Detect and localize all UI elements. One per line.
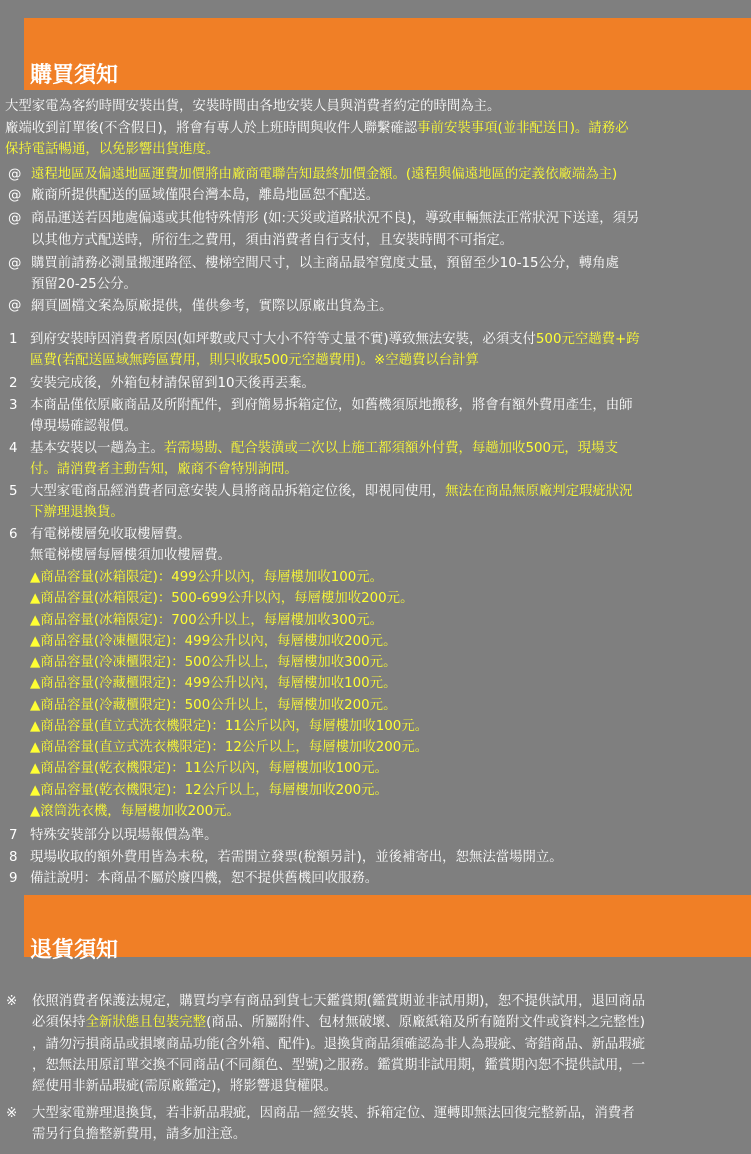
- at-bullet-4: @: [8, 256, 22, 271]
- at-item-3-line-1: 商品運送若因地處偏遠或其他特殊情形 (如:天災或道路狀況不良)，導致車輛無法正常狀況下送達，須另: [31, 211, 640, 226]
- floor-fee-item: ▲商品容量(冰箱限定)：500-699公升以內，每層樓加收200元。: [30, 591, 414, 607]
- intro-line-2-highlight: 事前安裝事項(並非配送日)。請務必: [417, 121, 629, 136]
- floor-fee-item: ▲商品容量(直立式洗衣機限定)：11公斤以內，每層樓加收100元。: [30, 718, 429, 734]
- intro-line-1: 大型家電為客約時間安裝出貨，安裝時間由各地安裝人員與消費者約定的時間為主。: [5, 99, 501, 114]
- return-2-line-2: 需另行負擔整新費用，請多加注意。: [32, 1127, 247, 1142]
- item-3-line-2: 傅現場確認報價。: [30, 419, 138, 434]
- intro-line-2: [5, 119, 628, 138]
- at-item-4-line-2: 預留20-25公分。: [31, 277, 137, 292]
- return-1-line-3: ，請勿污損商品或損壞商品功能(含外箱、配件)。退換貨商品須確認為非人為瑕疵、寄錯商品、新品瑕疵: [32, 1037, 646, 1052]
- num-6: 6: [9, 527, 18, 542]
- num-1: 1: [9, 332, 18, 347]
- floor-fee-item: ▲商品容量(冰箱限定)：700公升以上，每層樓加收300元。: [30, 612, 384, 628]
- item-6-line-2: 無電梯樓層每層樓須加收樓層費。: [30, 548, 231, 563]
- item-7: 特殊安裝部分以現場報價為準。: [30, 828, 218, 843]
- item-8: 現場收取的額外費用皆為未稅，若需開立發票(稅額另計)，並後補寄出，恕無法當場開立。: [30, 850, 563, 865]
- return-1-highlight: 全新狀態且包裝完整: [85, 1015, 207, 1030]
- floor-fee-item: ▲商品容量(乾衣機限定)：11公斤以內，每層樓加收100元。: [30, 761, 388, 777]
- at-item-2: 廠商所提供配送的區域僅限台灣本島，離島地區恕不配送。: [31, 188, 380, 203]
- item-9: 備註說明：本商品不屬於廢四機，恕不提供舊機回收服務。: [30, 871, 379, 886]
- item-2: 安裝完成後，外箱包材請保留到10天後再丟棄。: [30, 376, 315, 391]
- at-item-4-line-1: 購買前請務必測量搬運路徑、樓梯空間尺寸，以主商品最窄寬度丈量，預留至少10-15公分，轉角處: [31, 256, 619, 271]
- return-1-text-a: 必須保持: [32, 1015, 86, 1030]
- floor-fee-item: ▲商品容量(冷藏櫃限定)：500公升以上，每層樓加收200元。: [30, 697, 397, 713]
- return-notice-title: 退貨須知: [30, 938, 119, 963]
- purchase-notice-title: 購買須知: [30, 63, 119, 88]
- num-5: 5: [9, 484, 18, 499]
- at-item-5: 網頁圖檔文案為原廠提供，僅供參考，實際以原廠出貨為主。: [31, 299, 393, 314]
- floor-fee-item: ▲滾筒洗衣機，每層樓加收200元。: [30, 803, 240, 819]
- floor-fee-item: ▲商品容量(冷凍櫃限定)：499公升以內，每層樓加收200元。: [30, 633, 397, 649]
- item-4-text: 基本安裝以一趟為主。: [30, 441, 164, 456]
- return-bullet-1: ※: [6, 994, 18, 1009]
- item-5-line-2: 下辦理退換貨。: [30, 505, 124, 520]
- num-3: 3: [9, 398, 18, 413]
- floor-fee-item: ▲商品容量(冷凍櫃限定)：500公升以上，每層樓加收300元。: [30, 655, 397, 670]
- return-1-line-1: 依照消費者保護法規定，購買均享有商品到貨七天鑑賞期(鑑賞期並非試用期)，恕不提供試用，退回商品: [32, 994, 646, 1009]
- at-item-1: 遠程地區及偏遠地區運費加價將由廠商電聯告知最終加價金額。(遠程與偏遠地區的定義依廠端為主): [31, 167, 618, 182]
- item-5-highlight: 無法在商品無原廠判定瑕疵狀況: [445, 484, 633, 499]
- item-4-line-2: 付。請消費者主動告知，廠商不會特別詢問。: [30, 462, 298, 477]
- return-1-text-c: (商品、所屬附件、包材無破壞、原廠紙箱及所有隨附文件或資料之完整性): [206, 1015, 646, 1030]
- item-1-highlight: 500元空趟費+跨: [535, 332, 640, 347]
- intro-line-2-text: 廠端收到訂單後(不含假日)，將會有專人於上班時間與收件人聯繫確認: [5, 121, 418, 136]
- floor-fee-item: ▲商品容量(乾衣機限定)：12公斤以上，每層樓加收200元。: [30, 782, 388, 798]
- at-item-3-line-2: 以其他方式配送時，所衍生之費用，須由消費者自行支付，且安裝時間不可指定。: [31, 233, 514, 248]
- floor-fee-item: ▲商品容量(冷藏櫃限定)：499公升以內，每層樓加收100元。: [30, 676, 397, 692]
- return-notice-banner: [24, 895, 751, 963]
- item-6-line-1: 有電梯樓層免收取樓層費。: [30, 527, 191, 542]
- at-bullet-1: @: [8, 167, 22, 182]
- return-1-line-4: ，恕無法用原訂單交換不同商品(不同顏色、型號)之服務。鑑賞期非試用期，鑑賞期內恕不提供試用，一: [32, 1058, 646, 1073]
- intro-line-3: 保持電話暢通，以免影響出貨進度。: [5, 142, 220, 157]
- item-5-text: 大型家電商品經消費者同意安裝人員將商品拆箱定位後，即視同使用，: [30, 484, 446, 499]
- item-1-line-2: 區費(若配送區域無跨區費用，則只收取500元空趟費用)。※空趟費以台計算: [30, 353, 479, 368]
- purchase-notice-banner: [24, 18, 751, 90]
- item-4-highlight: 若需場勘、配合裝潢或二次以上施工都須額外付費，每趟加收500元，現場支: [163, 441, 618, 456]
- floor-fee-item: ▲商品容量(直立式洗衣機限定)：12公斤以上，每層樓加收200元。: [30, 740, 429, 755]
- item-3-line-1: 本商品僅依原廠商品及所附配件，到府簡易拆箱定位，如舊機須原地搬移，將會有額外費用產生，由師: [30, 398, 633, 413]
- at-bullet-2: @: [8, 188, 22, 203]
- num-9: 9: [9, 871, 18, 886]
- return-1-line-5: 經使用非新品瑕疵(需原廠鑑定)，將影響退貨權限。: [32, 1079, 338, 1094]
- return-2-line-1: 大型家電辦理退換貨，若非新品瑕疵，因商品一經安裝、拆箱定位、運轉即無法回復完整新品，消費者: [32, 1106, 635, 1121]
- item-4-line-1: [30, 439, 618, 458]
- num-2: 2: [9, 376, 18, 391]
- return-1-line-2: [32, 1013, 645, 1032]
- item-1-line-1: [30, 330, 640, 349]
- return-bullet-2: ※: [6, 1106, 18, 1121]
- num-8: 8: [9, 850, 18, 865]
- num-4: 4: [9, 441, 18, 456]
- num-7: 7: [9, 828, 18, 843]
- at-bullet-3: @: [8, 211, 22, 226]
- item-1-text: 到府安裝時因消費者原因(如坪數或尺寸大小不符等丈量不實)導致無法安裝，必須支付: [30, 332, 536, 347]
- floor-fee-item: ▲商品容量(冰箱限定)：499公升以內，每層樓加收100元。: [30, 570, 384, 585]
- at-bullet-5: @: [8, 298, 22, 313]
- item-5-line-1: [30, 482, 633, 501]
